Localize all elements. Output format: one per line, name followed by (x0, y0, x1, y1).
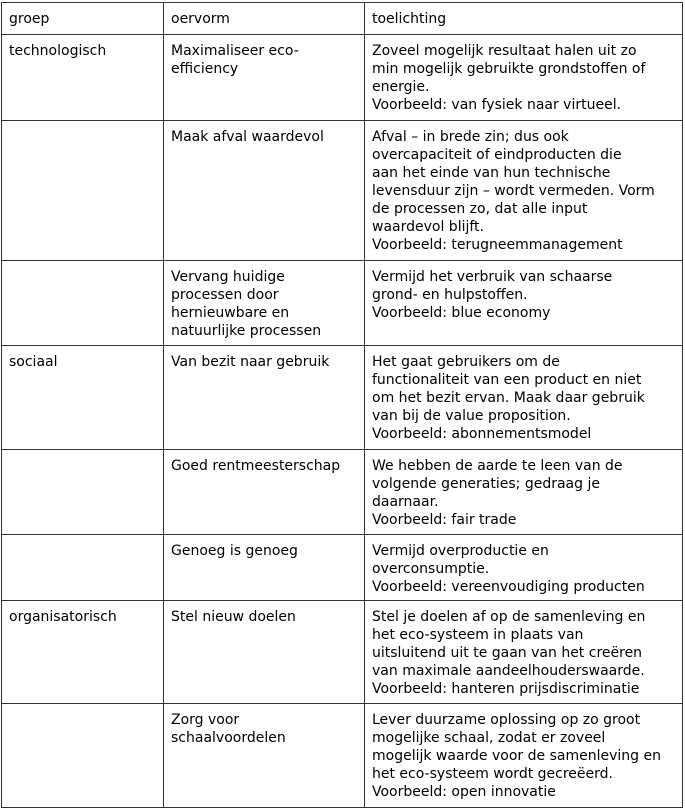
cell-toelichting (365, 121, 683, 261)
cell-toelichting-line: uitsluitend uit te gaan van het creëren (372, 645, 643, 661)
cell-toelichting-line: We hebben de aarde te leen van de (372, 458, 623, 474)
cell-oervorm (164, 121, 365, 261)
cell-oervorm-line: Maak afval waardevol (171, 129, 324, 145)
header-groep: groep (2, 3, 164, 35)
cell-oervorm-line: Maximaliseer eco- (171, 43, 299, 59)
cell-groep (2, 450, 164, 535)
cell-toelichting-line: overcapaciteit of eindproducten die (372, 147, 622, 163)
cell-oervorm-line: Stel nieuw doelen (171, 609, 296, 625)
cell-groep: technologisch (2, 35, 164, 121)
cell-groep (2, 704, 164, 808)
cell-toelichting (365, 601, 683, 704)
cell-oervorm (164, 346, 365, 450)
cell-toelichting-line: Lever duurzame oplossing op zo groot (372, 712, 641, 728)
cell-oervorm-line: hernieuwbare en (171, 305, 290, 321)
cell-oervorm-line: Zorg voor (171, 712, 240, 728)
cell-toelichting (365, 450, 683, 535)
cell-toelichting-line: functionaliteit van een product en niet (372, 372, 642, 388)
oervormen-table (1, 2, 683, 808)
cell-toelichting-line: de processen zo, dat alle input (372, 201, 588, 217)
table-row (2, 121, 683, 261)
cell-toelichting-line: het eco-systeem in plaats van (372, 627, 584, 643)
table-row (2, 450, 683, 535)
header-row (2, 3, 683, 35)
cell-toelichting-line: mogelijk waarde voor de samenleving en (372, 748, 661, 764)
cell-toelichting-line: aan het einde van hun technische (372, 165, 611, 181)
cell-toelichting-line: Voorbeeld: van fysiek naar virtueel. (372, 97, 622, 113)
cell-oervorm-line: processen door (171, 287, 279, 303)
cell-toelichting-line: Zoveel mogelijk resultaat halen uit zo (372, 43, 637, 59)
cell-oervorm (164, 35, 365, 121)
cell-toelichting-line: Het gaat gebruikers om de (372, 354, 560, 370)
cell-groep (2, 121, 164, 261)
cell-toelichting (365, 35, 683, 121)
cell-toelichting-line: Voorbeeld: fair trade (372, 512, 517, 528)
cell-oervorm (164, 535, 365, 601)
cell-toelichting-line: mogelijke schaal, zodat er zoveel (372, 730, 606, 746)
cell-toelichting-line: Vermijd overproductie en (372, 543, 549, 559)
cell-toelichting-line: Voorbeeld: hanteren prijsdiscriminatie (372, 681, 640, 697)
cell-toelichting-line: energie. (372, 79, 430, 95)
table-row (2, 35, 683, 121)
cell-toelichting-line: Stel je doelen af op de samenleving en (372, 609, 646, 625)
cell-toelichting-line: Voorbeeld: abonnementsmodel (372, 426, 592, 442)
cell-toelichting-line: Voorbeeld: open innovatie (372, 784, 556, 800)
cell-toelichting-line: daarnaar. (372, 494, 439, 510)
cell-toelichting-line: Vermijd het verbruik van schaarse (372, 269, 613, 285)
cell-oervorm-line: Genoeg is genoeg (171, 543, 298, 559)
cell-groep (2, 261, 164, 346)
cell-toelichting-line: om het bezit ervan. Maak daar gebruik (372, 390, 645, 406)
table-row (2, 261, 683, 346)
cell-toelichting (365, 704, 683, 808)
table-row (2, 346, 683, 450)
header-oervorm: oervorm (164, 3, 365, 35)
cell-oervorm-line: schaalvoordelen (171, 730, 286, 746)
cell-oervorm (164, 450, 365, 535)
cell-toelichting-line: min mogelijk gebruikte grondstoffen of (372, 61, 646, 77)
cell-groep: sociaal (2, 346, 164, 450)
cell-oervorm-line: natuurlijke processen (171, 323, 322, 339)
cell-toelichting-line: van bij de value proposition. (372, 408, 571, 424)
cell-oervorm-line: Vervang huidige (171, 269, 285, 285)
cell-toelichting-line: van maximale aandeelhouderswaarde. (372, 663, 645, 679)
cell-toelichting-line: levensduur zijn – wordt vermeden. Vorm (372, 183, 655, 199)
cell-oervorm (164, 601, 365, 704)
table-row (2, 704, 683, 808)
cell-toelichting-line: waardevol blijft. (372, 219, 484, 235)
cell-toelichting (365, 346, 683, 450)
cell-oervorm (164, 261, 365, 346)
cell-oervorm-line: Van bezit naar gebruik (171, 354, 330, 370)
cell-toelichting-line: Voorbeeld: vereenvoudiging producten (372, 579, 645, 595)
cell-toelichting-line: Afval – in brede zin; dus ook (372, 129, 569, 145)
cell-toelichting (365, 261, 683, 346)
cell-toelichting (365, 535, 683, 601)
cell-toelichting-line: overconsumptie. (372, 561, 490, 577)
cell-toelichting-line: grond- en hulpstoffen. (372, 287, 528, 303)
cell-toelichting-line: Voorbeeld: terugneemmanagement (372, 237, 623, 253)
cell-groep: organisatorisch (2, 601, 164, 704)
cell-toelichting-line: het eco-systeem wordt gecreëerd. (372, 766, 613, 782)
cell-groep (2, 535, 164, 601)
table-row (2, 535, 683, 601)
cell-oervorm (164, 704, 365, 808)
cell-toelichting-line: Voorbeeld: blue economy (372, 305, 551, 321)
header-toelichting: toelichting (365, 3, 683, 35)
cell-toelichting-line: volgende generaties; gedraag je (372, 476, 600, 492)
cell-oervorm-line: Goed rentmeesterschap (171, 458, 341, 474)
table-row (2, 601, 683, 704)
cell-oervorm-line: efficiency (171, 61, 239, 77)
